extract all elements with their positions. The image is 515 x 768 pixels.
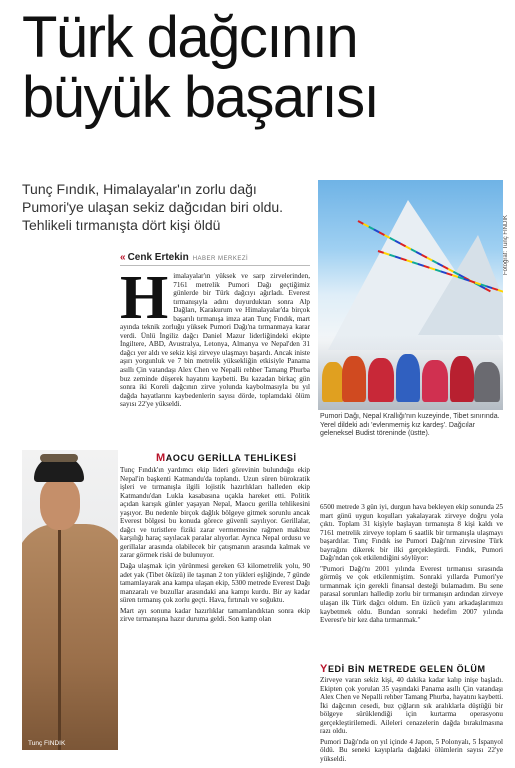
column-2-paragraph: 6500 metrede 3 gün iyi, durgun hava bekleyen ekip sonunda 25 mart günü uygun koşulları yakalayarak zirveye doğru yola çıktı. Toplam 31 kişiyle başlayan tırmanışta 8 kişi kaldı ve 7161 metrelik zirveye toplam 6 saatlik bir tırmanışla ulaşmayı başardılar. Tunç Fındık ise Pumori Dağı'nın zirvesine Türk bayrağını dikerek bir ilki gerçekleştirdi. Fındık, Pumori Dağı'ndan çok etkilendiğini söylüyor: bbox=[320, 503, 503, 563]
climber-photo bbox=[22, 450, 118, 750]
author-name: Cenk Ertekin bbox=[127, 252, 189, 263]
drop-cap: H bbox=[120, 264, 169, 332]
article-section-1 bbox=[120, 466, 310, 624]
photo-caption: Pumori Dağı, Nepal Krallığı'nın kuzeyinde, Tibet sınırında. Yerel dildeki adı 'evlenmemiş kız kardeş'. Dağcılar geleneksel Budist töreninde (üstte). bbox=[320, 413, 500, 437]
subheading-death-at-7000m: YEDİ BİN METREDE GELEN ÖLÜM bbox=[320, 663, 486, 675]
photo-credit-mountain: Fotoğraf: Tunç FINDIK bbox=[503, 214, 509, 275]
article-column-2-end bbox=[320, 676, 503, 763]
headline-line-2: büyük başarısı bbox=[22, 65, 379, 130]
article-intro bbox=[120, 264, 310, 409]
section-1c-paragraph: Mart ayı sonuna kadar hazırlıklar tamamlandıktan sonra ekip zirve tırmanışına hazır duruma geldi. Son kamp olan bbox=[120, 606, 310, 624]
byline-arrow-icon: « bbox=[120, 252, 126, 263]
headline-line-1: Türk dağcının bbox=[22, 5, 358, 70]
final-paragraph: Pumori Dağı'nda on yıl içinde 4 Japon, 5 Polonyalı, 5 İspanyol öldü. Bu seneki kayıplarla dağdaki ölümlerin sayısı 22'ye yükseldi. bbox=[320, 737, 503, 763]
news-agency: HABER MERKEZİ bbox=[192, 256, 249, 262]
section-1-paragraph: Tunç Fındık'ın yardımcı ekip lideri görevinin bulunduğu ekip Nepal'in başkenti Katmandu'da toplandı. Uzun süren bürokratik işleri ve tırmanışla ilgili lojistik hazırlıkları halleden ekip Katmandu'dan Lukla kasabasına uçakla hareket etti. Politik açıdan karışık günler yaşayan Nepal, Maocu gerilla tehlikesini yaşıyor. Bu nedenle birçok dağlık bölgeye gitmek sorunlu ancak Everest bölgesi bu konuda görece güvenli sayılıyor. Gerillalar, dağcı ve turistlere fiziki zarar vermemesine rağmen makbuz karşılığı haraç sayılacak paralar alıyorlar. Ayrıca Nepal ordusu ve gerillalar arasında olabilecek bir çatışmanın arasında kalmak ve zarar görmek riski de bulunuyor. bbox=[120, 466, 310, 560]
photo-credit-climber: Tunç FINDIK bbox=[28, 740, 66, 747]
article-column-2 bbox=[320, 503, 503, 625]
mountain-photo bbox=[318, 180, 503, 410]
headline bbox=[22, 5, 502, 130]
death-paragraph: Zirveye varan sekiz kişi, 40 dakika kadar kalıp inişe başladı. Ekipten çok yorulan 35 yaşındaki Panama asıllı Çin vatandaşı Alex Chen ve Nepalli rehber Tamang Phurba, hayatını kaybetti. İki dağcının cesedi, buz çığların sık aralıklarla düştüğü bir bölgeye sürüklendiği için kurtarma operasyonu gerçekleştirilemedi. Aileleri cenazelerin dağda bırakılmasına razı oldu. bbox=[320, 676, 503, 736]
intro-paragraph: imalayalar'ın yüksek ve sarp zirvelerinden, 7161 metrelik Pumori Dağı geçtiğimiz günlerde bir Türk dağcıyı ağırladı. Everest tırmanışıyla adını duyurduktan sonra Alp Dağları, Karakurum ve Himalayalar'da birçok başarılı tırmanışa imza atan Tunç Fındık, mart ayında teknik zorluğu yüksek Pumori Dağı'na tırmanmaya karar verdi. Ünlü İngiliz dağcı Daniel Mazur liderliğindeki ekipte İngiltere, ABD, Avustralya, Letonya, Almanya ve Nepal'den 31 dağcı yer aldı ve sekiz kişi zirveye ulaşmayı başardı. Ancak iniste aşırı yorgunluk ve 7 bin metrelik yüksekliğin etkisiyle Panama asıllı Çin vatandaşı Alex Chen ve Nepalli rehber Tamang Phurba buz zeminde düşerek hayatını kaybetti. Bu kazadan birkaç gün sonra iki Koreli dağcının zirve yolunda kaybolmasıyla bu yıl dağda hayatlarını kaybedenlerin sayısı dörde, toplamdaki ölüm sayısı 22'ye yükseldi. bbox=[120, 272, 310, 409]
deck: Tunç Fındık, Himalayalar'ın zorlu dağı Pumori'ye ulaşan sekiz dağcıdan biri oldu. Tehlikeli tırmanışta dört kişi öldü bbox=[22, 181, 284, 233]
subheading-maoist-guerrilla: MAOCU GERİLLA TEHLİKESİ bbox=[156, 452, 297, 464]
section-1b-paragraph: Dağa ulaşmak için yürünmesi gereken 63 kilometrelik yolu, 90 adet yak (Tibet öküzü) ile taşınan 2 ton yükleri eşliğinde, 7 günde tamamlayarak ana kampa ulaşan ekip, 5300 metrede Everest Dağı manzaralı ve buzullar arasındaki ana kampı kurdu. Bir ay kadar süren tırmanış çok zorlu geçti. Hava, fırtınalı ve soğuktu. bbox=[120, 562, 310, 605]
quote-paragraph: "Pumori Dağı'nı 2001 yılında Everest tırmanısı sırasında görmüş ve çok etkilenmiştim. Sonraki yıllarda Pumori'ye tırmanmak için gerekli finansal desteği bulamadım. Bu sene parasal sorunları halledip zorlu bir tırmanışın ardından zirveye ulaşan ilk Türk dağcı oldum. En üzücü yanı arkadaşlarımızı kaybetmek oldu. Bundan sonraki hedefim 2007 yılında Everest'e bir kez daha tırmanmak." bbox=[320, 564, 503, 625]
